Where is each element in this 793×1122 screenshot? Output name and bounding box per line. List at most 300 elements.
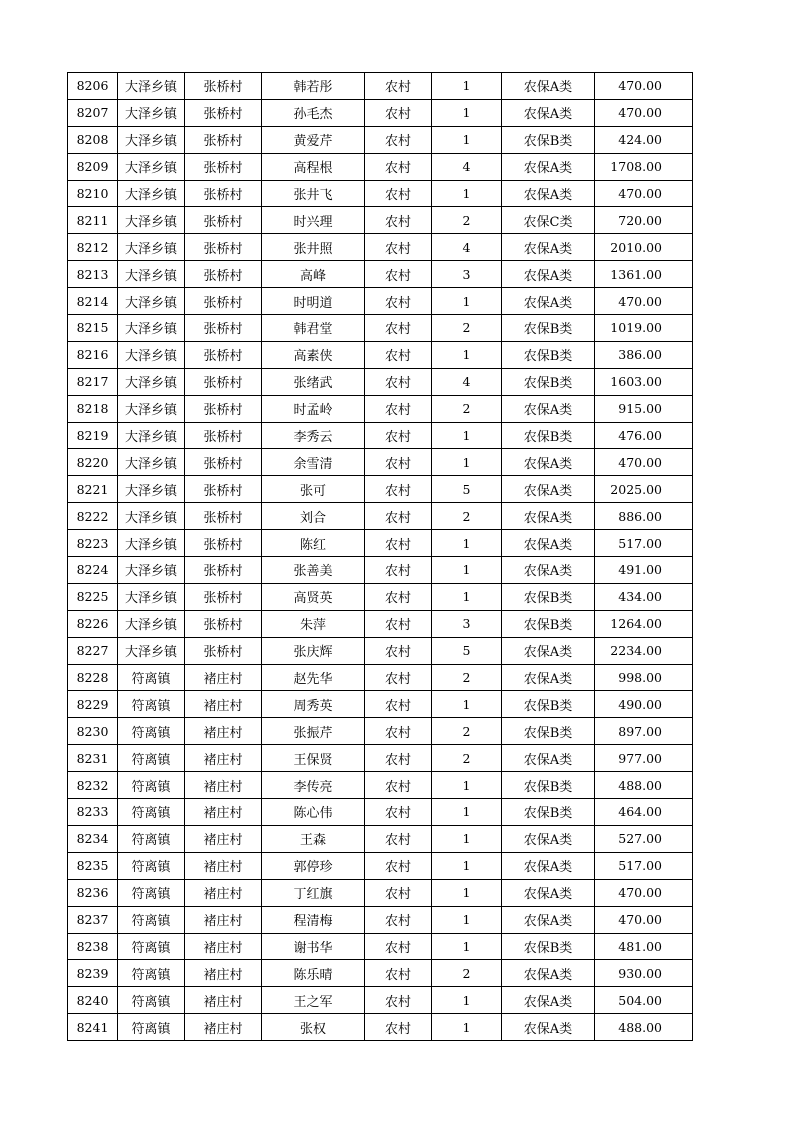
household-count-cell: 2 xyxy=(432,207,502,234)
table-row xyxy=(68,395,693,422)
category-cell: 农保A类 xyxy=(502,476,595,503)
amount-cell: 1603.00 xyxy=(595,368,693,395)
table-row xyxy=(68,73,693,100)
amount-cell: 470.00 xyxy=(595,449,693,476)
table-row xyxy=(68,772,693,799)
category-cell: 农保A类 xyxy=(502,825,595,852)
category-cell: 农保B类 xyxy=(502,610,595,637)
name-cell: 张庆辉 xyxy=(262,637,365,664)
village-cell: 褚庄村 xyxy=(185,960,262,987)
household-count-cell: 5 xyxy=(432,476,502,503)
category-cell: 农保A类 xyxy=(502,503,595,530)
village-cell: 褚庄村 xyxy=(185,745,262,772)
amount-cell: 1708.00 xyxy=(595,153,693,180)
household-count-cell: 2 xyxy=(432,718,502,745)
township-cell: 大泽乡镇 xyxy=(118,234,185,261)
name-cell: 张权 xyxy=(262,1014,365,1041)
category-cell: 农保B类 xyxy=(502,933,595,960)
village-cell: 褚庄村 xyxy=(185,879,262,906)
table-row xyxy=(68,99,693,126)
table-row xyxy=(68,180,693,207)
record-id-cell: 8233 xyxy=(68,799,118,826)
record-id-cell: 8232 xyxy=(68,772,118,799)
township-cell: 大泽乡镇 xyxy=(118,261,185,288)
amount-cell: 977.00 xyxy=(595,745,693,772)
village-cell: 褚庄村 xyxy=(185,825,262,852)
record-id-cell: 8210 xyxy=(68,180,118,207)
household-count-cell: 4 xyxy=(432,368,502,395)
village-cell: 张桥村 xyxy=(185,395,262,422)
township-cell: 大泽乡镇 xyxy=(118,449,185,476)
township-cell: 大泽乡镇 xyxy=(118,503,185,530)
amount-cell: 998.00 xyxy=(595,664,693,691)
township-cell: 符离镇 xyxy=(118,664,185,691)
household-count-cell: 1 xyxy=(432,449,502,476)
category-cell: 农保A类 xyxy=(502,1014,595,1041)
township-cell: 大泽乡镇 xyxy=(118,557,185,584)
area-type-cell: 农村 xyxy=(365,879,432,906)
village-cell: 张桥村 xyxy=(185,234,262,261)
name-cell: 高素侠 xyxy=(262,341,365,368)
name-cell: 高程根 xyxy=(262,153,365,180)
name-cell: 程清梅 xyxy=(262,906,365,933)
record-id-cell: 8220 xyxy=(68,449,118,476)
table-row xyxy=(68,368,693,395)
name-cell: 张绪武 xyxy=(262,368,365,395)
area-type-cell: 农村 xyxy=(365,718,432,745)
category-cell: 农保A类 xyxy=(502,987,595,1014)
category-cell: 农保B类 xyxy=(502,691,595,718)
category-cell: 农保B类 xyxy=(502,772,595,799)
village-cell: 张桥村 xyxy=(185,503,262,530)
category-cell: 农保A类 xyxy=(502,852,595,879)
village-cell: 褚庄村 xyxy=(185,933,262,960)
category-cell: 农保A类 xyxy=(502,906,595,933)
village-cell: 张桥村 xyxy=(185,99,262,126)
village-cell: 褚庄村 xyxy=(185,691,262,718)
household-count-cell: 1 xyxy=(432,691,502,718)
household-count-cell: 2 xyxy=(432,395,502,422)
household-count-cell: 5 xyxy=(432,637,502,664)
amount-cell: 527.00 xyxy=(595,825,693,852)
village-cell: 张桥村 xyxy=(185,153,262,180)
name-cell: 陈红 xyxy=(262,530,365,557)
area-type-cell: 农村 xyxy=(365,825,432,852)
area-type-cell: 农村 xyxy=(365,1014,432,1041)
area-type-cell: 农村 xyxy=(365,288,432,315)
village-cell: 褚庄村 xyxy=(185,987,262,1014)
household-count-cell: 2 xyxy=(432,503,502,530)
village-cell: 褚庄村 xyxy=(185,664,262,691)
household-count-cell: 1 xyxy=(432,583,502,610)
township-cell: 符离镇 xyxy=(118,691,185,718)
record-id-cell: 8238 xyxy=(68,933,118,960)
household-count-cell: 1 xyxy=(432,422,502,449)
household-count-cell: 1 xyxy=(432,99,502,126)
area-type-cell: 农村 xyxy=(365,99,432,126)
amount-cell: 517.00 xyxy=(595,530,693,557)
table-row xyxy=(68,422,693,449)
township-cell: 大泽乡镇 xyxy=(118,315,185,342)
household-count-cell: 1 xyxy=(432,180,502,207)
amount-cell: 897.00 xyxy=(595,718,693,745)
record-id-cell: 8222 xyxy=(68,503,118,530)
household-count-cell: 1 xyxy=(432,906,502,933)
amount-cell: 930.00 xyxy=(595,960,693,987)
area-type-cell: 农村 xyxy=(365,610,432,637)
village-cell: 张桥村 xyxy=(185,207,262,234)
record-id-cell: 8234 xyxy=(68,825,118,852)
area-type-cell: 农村 xyxy=(365,852,432,879)
village-cell: 张桥村 xyxy=(185,610,262,637)
village-cell: 张桥村 xyxy=(185,530,262,557)
township-cell: 符离镇 xyxy=(118,906,185,933)
household-count-cell: 1 xyxy=(432,987,502,1014)
area-type-cell: 农村 xyxy=(365,341,432,368)
table-row xyxy=(68,987,693,1014)
record-id-cell: 8229 xyxy=(68,691,118,718)
record-id-cell: 8240 xyxy=(68,987,118,1014)
amount-cell: 490.00 xyxy=(595,691,693,718)
village-cell: 张桥村 xyxy=(185,126,262,153)
record-id-cell: 8219 xyxy=(68,422,118,449)
amount-cell: 470.00 xyxy=(595,879,693,906)
name-cell: 高贤英 xyxy=(262,583,365,610)
name-cell: 赵先华 xyxy=(262,664,365,691)
township-cell: 符离镇 xyxy=(118,987,185,1014)
table-row xyxy=(68,718,693,745)
name-cell: 李传亮 xyxy=(262,772,365,799)
household-count-cell: 1 xyxy=(432,530,502,557)
amount-cell: 1264.00 xyxy=(595,610,693,637)
household-count-cell: 2 xyxy=(432,745,502,772)
area-type-cell: 农村 xyxy=(365,583,432,610)
amount-cell: 1019.00 xyxy=(595,315,693,342)
table-row xyxy=(68,960,693,987)
name-cell: 李秀云 xyxy=(262,422,365,449)
area-type-cell: 农村 xyxy=(365,503,432,530)
village-cell: 张桥村 xyxy=(185,180,262,207)
record-id-cell: 8230 xyxy=(68,718,118,745)
amount-cell: 2234.00 xyxy=(595,637,693,664)
record-id-cell: 8227 xyxy=(68,637,118,664)
amount-cell: 464.00 xyxy=(595,799,693,826)
category-cell: 农保A类 xyxy=(502,637,595,664)
category-cell: 农保B类 xyxy=(502,126,595,153)
village-cell: 张桥村 xyxy=(185,557,262,584)
record-id-cell: 8239 xyxy=(68,960,118,987)
village-cell: 张桥村 xyxy=(185,476,262,503)
table-row xyxy=(68,341,693,368)
record-id-cell: 8209 xyxy=(68,153,118,180)
household-count-cell: 1 xyxy=(432,126,502,153)
township-cell: 符离镇 xyxy=(118,718,185,745)
township-cell: 符离镇 xyxy=(118,799,185,826)
name-cell: 高峰 xyxy=(262,261,365,288)
household-count-cell: 4 xyxy=(432,234,502,261)
village-cell: 褚庄村 xyxy=(185,799,262,826)
category-cell: 农保B类 xyxy=(502,583,595,610)
name-cell: 刘合 xyxy=(262,503,365,530)
table-row xyxy=(68,153,693,180)
record-id-cell: 8225 xyxy=(68,583,118,610)
township-cell: 符离镇 xyxy=(118,825,185,852)
village-cell: 张桥村 xyxy=(185,583,262,610)
amount-cell: 470.00 xyxy=(595,906,693,933)
category-cell: 农保A类 xyxy=(502,879,595,906)
name-cell: 韩若彤 xyxy=(262,73,365,100)
amount-cell: 1361.00 xyxy=(595,261,693,288)
amount-cell: 504.00 xyxy=(595,987,693,1014)
village-cell: 张桥村 xyxy=(185,73,262,100)
village-cell: 张桥村 xyxy=(185,261,262,288)
area-type-cell: 农村 xyxy=(365,987,432,1014)
township-cell: 符离镇 xyxy=(118,852,185,879)
category-cell: 农保A类 xyxy=(502,557,595,584)
table-row xyxy=(68,449,693,476)
household-count-cell: 1 xyxy=(432,825,502,852)
category-cell: 农保A类 xyxy=(502,530,595,557)
record-id-cell: 8212 xyxy=(68,234,118,261)
area-type-cell: 农村 xyxy=(365,476,432,503)
township-cell: 大泽乡镇 xyxy=(118,530,185,557)
name-cell: 张善美 xyxy=(262,557,365,584)
area-type-cell: 农村 xyxy=(365,664,432,691)
area-type-cell: 农村 xyxy=(365,234,432,261)
table-row xyxy=(68,557,693,584)
record-id-cell: 8215 xyxy=(68,315,118,342)
category-cell: 农保A类 xyxy=(502,261,595,288)
record-id-cell: 8207 xyxy=(68,99,118,126)
category-cell: 农保B类 xyxy=(502,799,595,826)
name-cell: 谢书华 xyxy=(262,933,365,960)
record-id-cell: 8235 xyxy=(68,852,118,879)
table-row xyxy=(68,745,693,772)
area-type-cell: 农村 xyxy=(365,933,432,960)
category-cell: 农保B类 xyxy=(502,718,595,745)
village-cell: 褚庄村 xyxy=(185,906,262,933)
village-cell: 张桥村 xyxy=(185,637,262,664)
record-id-cell: 8217 xyxy=(68,368,118,395)
name-cell: 张振芹 xyxy=(262,718,365,745)
area-type-cell: 农村 xyxy=(365,422,432,449)
village-cell: 褚庄村 xyxy=(185,772,262,799)
record-id-cell: 8218 xyxy=(68,395,118,422)
village-cell: 张桥村 xyxy=(185,422,262,449)
township-cell: 符离镇 xyxy=(118,933,185,960)
record-id-cell: 8206 xyxy=(68,73,118,100)
village-cell: 褚庄村 xyxy=(185,852,262,879)
household-count-cell: 1 xyxy=(432,288,502,315)
township-cell: 大泽乡镇 xyxy=(118,395,185,422)
name-cell: 张井飞 xyxy=(262,180,365,207)
village-cell: 张桥村 xyxy=(185,368,262,395)
area-type-cell: 农村 xyxy=(365,772,432,799)
township-cell: 大泽乡镇 xyxy=(118,583,185,610)
township-cell: 大泽乡镇 xyxy=(118,368,185,395)
area-type-cell: 农村 xyxy=(365,691,432,718)
township-cell: 符离镇 xyxy=(118,745,185,772)
table-row xyxy=(68,315,693,342)
name-cell: 周秀英 xyxy=(262,691,365,718)
category-cell: 农保C类 xyxy=(502,207,595,234)
category-cell: 农保A类 xyxy=(502,153,595,180)
record-id-cell: 8216 xyxy=(68,341,118,368)
household-count-cell: 1 xyxy=(432,799,502,826)
township-cell: 符离镇 xyxy=(118,1014,185,1041)
amount-cell: 488.00 xyxy=(595,1014,693,1041)
name-cell: 朱萍 xyxy=(262,610,365,637)
area-type-cell: 农村 xyxy=(365,557,432,584)
area-type-cell: 农村 xyxy=(365,180,432,207)
township-cell: 大泽乡镇 xyxy=(118,610,185,637)
village-cell: 褚庄村 xyxy=(185,718,262,745)
amount-cell: 886.00 xyxy=(595,503,693,530)
name-cell: 时明道 xyxy=(262,288,365,315)
category-cell: 农保B类 xyxy=(502,341,595,368)
name-cell: 丁红旗 xyxy=(262,879,365,906)
household-count-cell: 2 xyxy=(432,960,502,987)
amount-cell: 470.00 xyxy=(595,73,693,100)
name-cell: 张井照 xyxy=(262,234,365,261)
area-type-cell: 农村 xyxy=(365,745,432,772)
category-cell: 农保A类 xyxy=(502,99,595,126)
township-cell: 大泽乡镇 xyxy=(118,126,185,153)
category-cell: 农保A类 xyxy=(502,745,595,772)
area-type-cell: 农村 xyxy=(365,261,432,288)
village-cell: 褚庄村 xyxy=(185,1014,262,1041)
household-count-cell: 1 xyxy=(432,852,502,879)
record-id-cell: 8236 xyxy=(68,879,118,906)
township-cell: 大泽乡镇 xyxy=(118,422,185,449)
name-cell: 陈乐晴 xyxy=(262,960,365,987)
table-row xyxy=(68,476,693,503)
household-count-cell: 1 xyxy=(432,1014,502,1041)
table-row xyxy=(68,530,693,557)
household-count-cell: 1 xyxy=(432,879,502,906)
area-type-cell: 农村 xyxy=(365,449,432,476)
name-cell: 王森 xyxy=(262,825,365,852)
record-id-cell: 8208 xyxy=(68,126,118,153)
area-type-cell: 农村 xyxy=(365,799,432,826)
township-cell: 大泽乡镇 xyxy=(118,99,185,126)
table-row xyxy=(68,879,693,906)
name-cell: 陈心伟 xyxy=(262,799,365,826)
area-type-cell: 农村 xyxy=(365,395,432,422)
table-row xyxy=(68,1014,693,1041)
records-table-body xyxy=(68,73,693,1041)
township-cell: 大泽乡镇 xyxy=(118,288,185,315)
area-type-cell: 农村 xyxy=(365,315,432,342)
area-type-cell: 农村 xyxy=(365,906,432,933)
category-cell: 农保A类 xyxy=(502,180,595,207)
household-count-cell: 2 xyxy=(432,664,502,691)
township-cell: 大泽乡镇 xyxy=(118,207,185,234)
area-type-cell: 农村 xyxy=(365,126,432,153)
table-row xyxy=(68,261,693,288)
amount-cell: 915.00 xyxy=(595,395,693,422)
name-cell: 王保贤 xyxy=(262,745,365,772)
name-cell: 黄爱芹 xyxy=(262,126,365,153)
amount-cell: 434.00 xyxy=(595,583,693,610)
township-cell: 大泽乡镇 xyxy=(118,637,185,664)
name-cell: 张可 xyxy=(262,476,365,503)
village-cell: 张桥村 xyxy=(185,341,262,368)
township-cell: 大泽乡镇 xyxy=(118,153,185,180)
amount-cell: 470.00 xyxy=(595,180,693,207)
amount-cell: 488.00 xyxy=(595,772,693,799)
township-cell: 大泽乡镇 xyxy=(118,180,185,207)
amount-cell: 424.00 xyxy=(595,126,693,153)
category-cell: 农保A类 xyxy=(502,234,595,261)
table-row xyxy=(68,906,693,933)
township-cell: 符离镇 xyxy=(118,772,185,799)
village-cell: 张桥村 xyxy=(185,449,262,476)
record-id-cell: 8221 xyxy=(68,476,118,503)
table-row xyxy=(68,691,693,718)
amount-cell: 2025.00 xyxy=(595,476,693,503)
record-id-cell: 8237 xyxy=(68,906,118,933)
township-cell: 大泽乡镇 xyxy=(118,73,185,100)
township-cell: 符离镇 xyxy=(118,879,185,906)
name-cell: 王之军 xyxy=(262,987,365,1014)
township-cell: 大泽乡镇 xyxy=(118,476,185,503)
name-cell: 余雪清 xyxy=(262,449,365,476)
area-type-cell: 农村 xyxy=(365,960,432,987)
area-type-cell: 农村 xyxy=(365,530,432,557)
household-count-cell: 1 xyxy=(432,341,502,368)
household-count-cell: 1 xyxy=(432,933,502,960)
category-cell: 农保A类 xyxy=(502,960,595,987)
household-count-cell: 3 xyxy=(432,261,502,288)
township-cell: 大泽乡镇 xyxy=(118,341,185,368)
record-id-cell: 8223 xyxy=(68,530,118,557)
name-cell: 郭停珍 xyxy=(262,852,365,879)
amount-cell: 517.00 xyxy=(595,852,693,879)
name-cell: 孙毛杰 xyxy=(262,99,365,126)
category-cell: 农保B类 xyxy=(502,422,595,449)
table-row xyxy=(68,825,693,852)
amount-cell: 470.00 xyxy=(595,99,693,126)
area-type-cell: 农村 xyxy=(365,73,432,100)
category-cell: 农保A类 xyxy=(502,73,595,100)
table-row xyxy=(68,583,693,610)
table-row xyxy=(68,610,693,637)
table-row xyxy=(68,933,693,960)
table-row xyxy=(68,207,693,234)
village-cell: 张桥村 xyxy=(185,315,262,342)
amount-cell: 491.00 xyxy=(595,557,693,584)
household-count-cell: 1 xyxy=(432,772,502,799)
area-type-cell: 农村 xyxy=(365,153,432,180)
area-type-cell: 农村 xyxy=(365,207,432,234)
amount-cell: 720.00 xyxy=(595,207,693,234)
area-type-cell: 农村 xyxy=(365,368,432,395)
record-id-cell: 8228 xyxy=(68,664,118,691)
amount-cell: 476.00 xyxy=(595,422,693,449)
category-cell: 农保A类 xyxy=(502,395,595,422)
record-id-cell: 8241 xyxy=(68,1014,118,1041)
amount-cell: 481.00 xyxy=(595,933,693,960)
records-table xyxy=(67,72,693,1041)
township-cell: 符离镇 xyxy=(118,960,185,987)
category-cell: 农保B类 xyxy=(502,368,595,395)
category-cell: 农保A类 xyxy=(502,288,595,315)
amount-cell: 2010.00 xyxy=(595,234,693,261)
table-row xyxy=(68,288,693,315)
name-cell: 韩君堂 xyxy=(262,315,365,342)
category-cell: 农保A类 xyxy=(502,449,595,476)
